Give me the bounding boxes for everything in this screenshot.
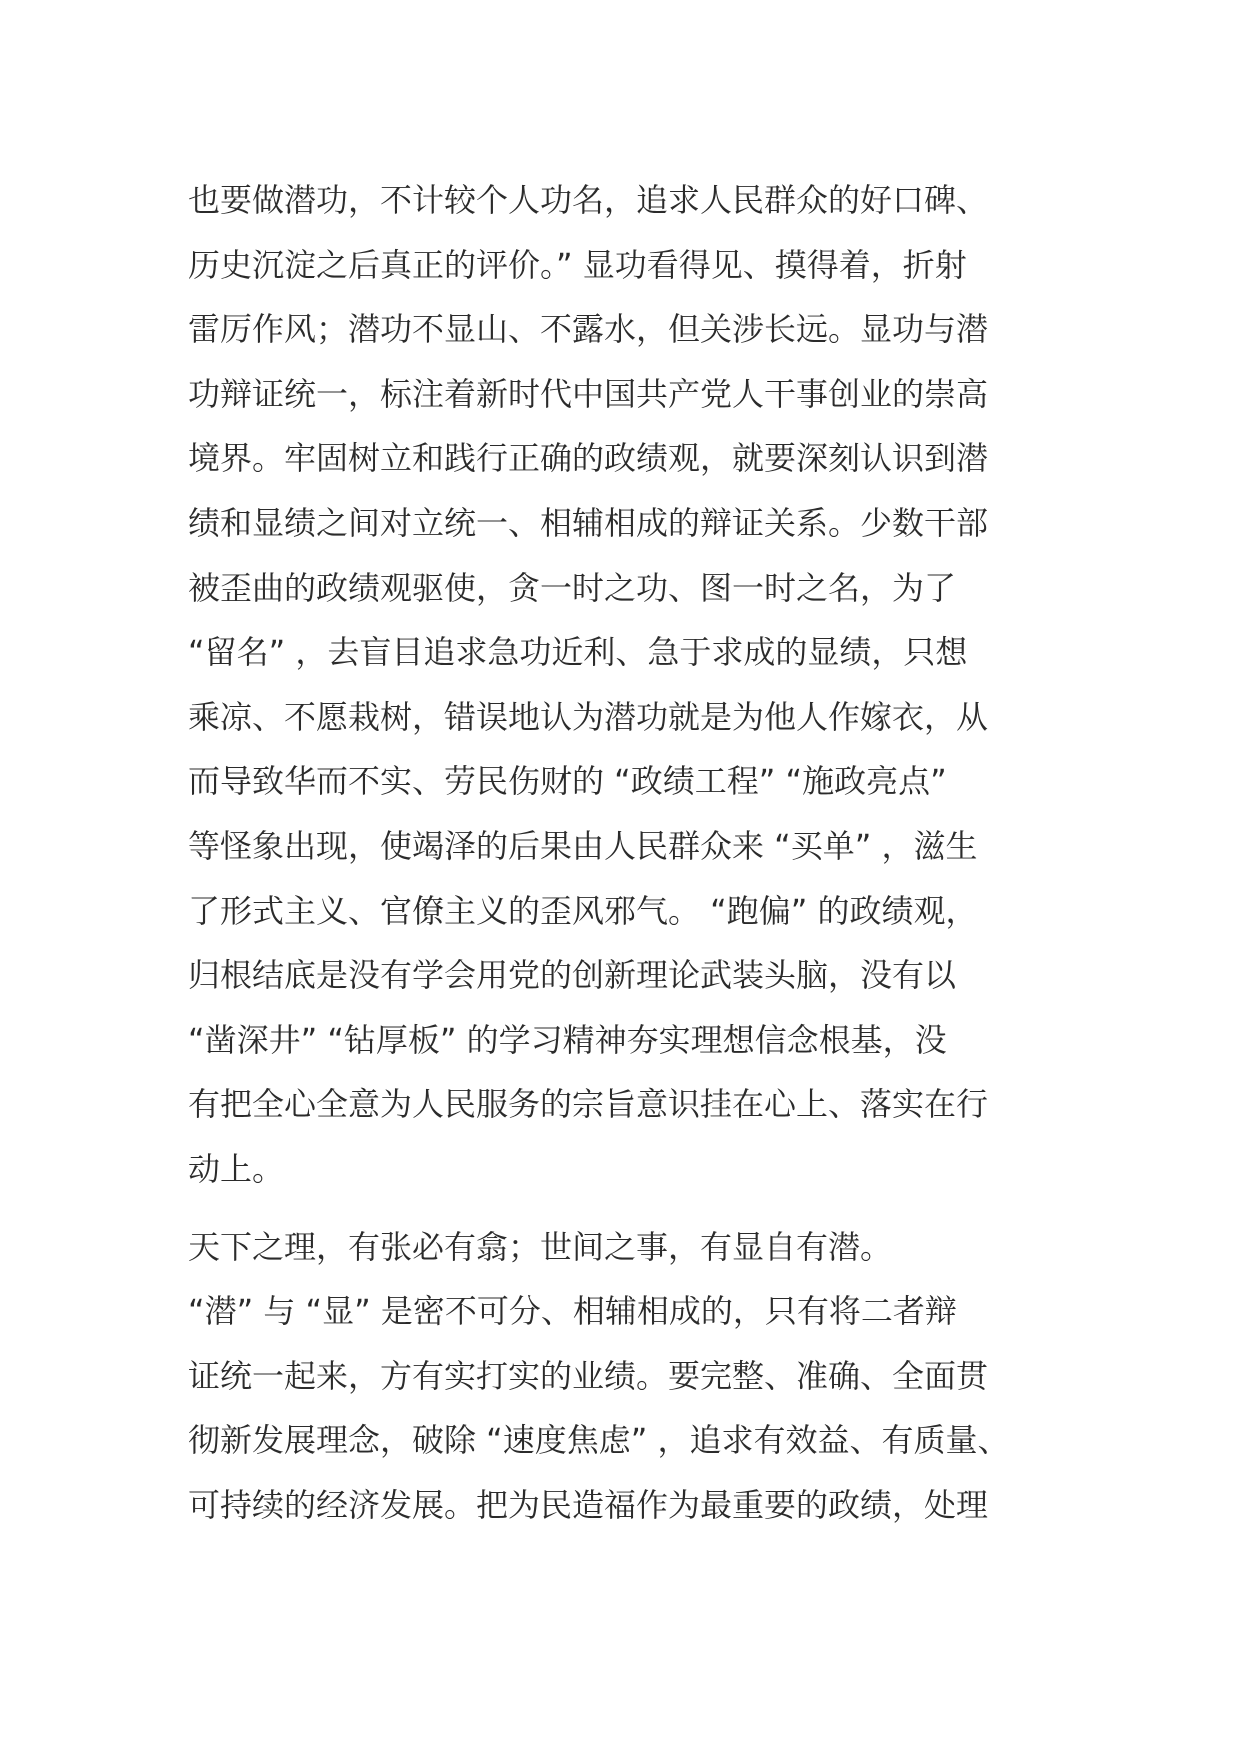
text-line: 功辩证统一，标注着新时代中国共产党人干事创业的崇高 xyxy=(188,374,989,413)
text-line: 而导致华而不实、劳民伤财的 “政绩工程” “施政亮点” xyxy=(188,762,947,801)
text-line: “凿深井” “钻厚板” 的学习精神夯实理想信念根基，没 xyxy=(188,1020,947,1059)
text-line: 等怪象出现，使竭泽的后果由人民群众来 “买单” ，滋生 xyxy=(188,826,978,865)
text-line: 有把全心全意为人民服务的宗旨意识挂在心上、落实在行 xyxy=(188,1085,989,1124)
body-text xyxy=(188,168,1068,1537)
text-line: 天下之理，有张必有翕；世间之事，有显自有潜。 xyxy=(188,1227,893,1266)
text-line: 归根结底是没有学会用党的创新理论武装头脑，没有以 xyxy=(188,956,957,995)
text-line: 也要做潜功，不计较个人功名，追求人民群众的好口碑、 xyxy=(188,181,989,219)
text-line: 彻新发展理念，破除 “速度焦虑” ，追求有效益、有质量、 xyxy=(188,1421,1010,1460)
text-line: 被歪曲的政绩观驱使，贪一时之功、图一时之名，为了 xyxy=(188,568,957,607)
paragraph-1 xyxy=(188,168,1068,1202)
text-line: 绩和显绩之间对立统一、相辅相成的辩证关系。少数干部 xyxy=(188,503,989,542)
text-line: “潜” 与 “显” 是密不可分、相辅相成的，只有将二者辩 xyxy=(188,1292,957,1331)
text-line: 境界。牢固树立和践行正确的政绩观，就要深刻认识到潜 xyxy=(188,439,989,478)
text-line: 了形式主义、官僚主义的歪风邪气。 “跑偏” 的政绩观， xyxy=(188,891,978,930)
text-line: 动上。 xyxy=(188,1149,285,1188)
text-line: 雷厉作风；潜功不显山、不露水，但关涉长远。显功与潜 xyxy=(188,310,989,349)
text-line: 历史沉淀之后真正的评价。” 显功看得见、摸得着，折射 xyxy=(188,245,967,284)
paragraph-2 xyxy=(188,1215,1068,1538)
text-line: 证统一起来，方有实打实的业绩。要完整、准确、全面贯 xyxy=(188,1356,989,1395)
text-line: 乘凉、不愿栽树，错误地认为潜功就是为他人作嫁衣，从 xyxy=(188,697,989,736)
text-line: “留名” ，去盲目追求急功近利、急于求成的显绩，只想 xyxy=(188,633,968,672)
text-line: 可持续的经济发展。把为民造福作为最重要的政绩，处理 xyxy=(188,1485,989,1524)
